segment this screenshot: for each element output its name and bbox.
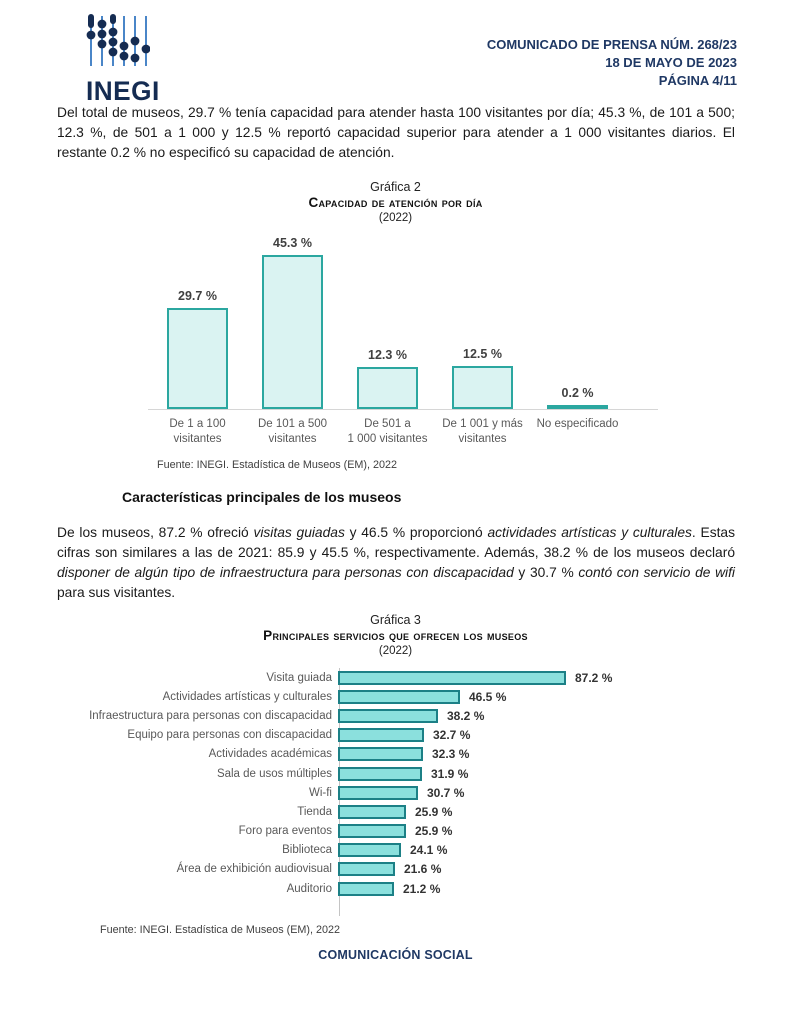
bar bbox=[338, 728, 424, 742]
chart2-source-note: Fuente: INEGI. Estadística de Museos (EM), 2022 bbox=[157, 459, 398, 471]
category-label-line: 1 000 visitantes bbox=[347, 433, 428, 445]
category-label bbox=[530, 417, 625, 447]
category-label-line: visitantes bbox=[458, 433, 507, 445]
category-label: Foro para eventos bbox=[238, 825, 332, 838]
bar bbox=[338, 747, 423, 761]
chart2-category-axis bbox=[150, 417, 625, 447]
bar bbox=[338, 709, 438, 723]
bar bbox=[262, 255, 323, 409]
chart3-source-note: Fuente: INEGI. Estadística de Museos (EM), 2022 bbox=[100, 924, 341, 936]
bar-slot bbox=[245, 236, 340, 409]
bar-value-label: 38.2 % bbox=[447, 708, 485, 723]
text-segment: . Estas cifras son similares a las de 2021: 85.9 y 45.5 %, respectivamente. Además, 38.2 % de los museos declaró bbox=[57, 525, 735, 560]
bar bbox=[338, 843, 401, 857]
italic-text-segment: visitas guiadas bbox=[253, 525, 345, 540]
press-release-number: COMUNICADO DE PRENSA NÚM. 268/23 bbox=[486, 37, 737, 52]
bar bbox=[338, 862, 395, 876]
inegi-abacus-icon bbox=[86, 14, 150, 72]
bar-value-label: 31.9 % bbox=[431, 766, 469, 781]
bar-row bbox=[64, 783, 724, 802]
footer-communication-social: COMUNICACIÓN SOCIAL bbox=[318, 948, 473, 962]
bar-value-label: 32.3 % bbox=[432, 747, 470, 762]
chart2-header bbox=[0, 179, 791, 226]
bar-value-label: 87.2 % bbox=[575, 670, 613, 685]
category-label-line: No especificado bbox=[536, 418, 619, 430]
italic-text-segment: actividades artísticas y culturales bbox=[487, 525, 692, 540]
chart2-baseline bbox=[148, 409, 658, 410]
bar-slot bbox=[530, 386, 625, 409]
bar bbox=[338, 805, 406, 819]
category-label: Sala de usos múltiples bbox=[216, 767, 332, 780]
category-label bbox=[435, 417, 530, 447]
bar-row bbox=[64, 802, 724, 821]
category-label: Actividades académicas bbox=[208, 748, 332, 761]
bar-value-label: 25.9 % bbox=[415, 804, 453, 819]
bar-value-label: 21.2 % bbox=[403, 881, 441, 896]
bar-track bbox=[338, 690, 506, 704]
intro-paragraph: Del total de museos, 29.7 % tenía capacidad para atender hasta 100 visitantes por día; 45.3 %, de 101 a 500; 12.3 %, de 501 a 1 000 y 12.5 % reportó capacidad superior para atender a 1 000 visitantes diarios. El restante 0.2 % no especificó su capacidad de atención. bbox=[57, 105, 735, 160]
inegi-logo bbox=[86, 14, 160, 106]
chart2-year: (2022) bbox=[378, 212, 413, 224]
page-indicator: PÁGINA 4/11 bbox=[658, 73, 737, 88]
bar-row bbox=[64, 764, 724, 783]
bar-value-label: 12.5 % bbox=[463, 347, 502, 361]
bar-track bbox=[338, 728, 470, 742]
category-label: Actividades artísticas y culturales bbox=[162, 690, 332, 703]
bar bbox=[167, 308, 228, 409]
bar bbox=[357, 367, 418, 409]
bar-track bbox=[338, 747, 469, 761]
italic-text-segment: disponer de algún tipo de infraestructura para personas con discapacidad bbox=[57, 565, 514, 580]
bar-value-label: 30.7 % bbox=[427, 785, 465, 800]
category-label-line: De 101 a 500 bbox=[257, 418, 328, 430]
bar-track bbox=[338, 709, 484, 723]
bar bbox=[338, 767, 422, 781]
bar-track bbox=[338, 767, 468, 781]
category-label: Biblioteca bbox=[282, 844, 332, 857]
category-label-line: visitantes bbox=[268, 433, 317, 445]
category-label: Equipo para personas con discapacidad bbox=[127, 729, 332, 742]
bar-row bbox=[64, 687, 724, 706]
category-label-line: De 1 a 100 bbox=[169, 418, 226, 430]
bar-row bbox=[64, 668, 724, 687]
chart3-header bbox=[0, 612, 791, 659]
bar-row bbox=[64, 841, 724, 860]
bar-value-label: 21.6 % bbox=[404, 862, 442, 877]
category-label bbox=[150, 417, 245, 447]
category-label: Wi-fi bbox=[309, 786, 332, 799]
text-segment: y 30.7 % bbox=[513, 565, 579, 580]
category-label-line: visitantes bbox=[173, 433, 222, 445]
bar-slot bbox=[340, 348, 435, 409]
bar-track bbox=[338, 786, 464, 800]
italic-text-segment: contó con servicio de wifi bbox=[578, 565, 735, 580]
bar-row bbox=[64, 745, 724, 764]
inegi-logo-text: INEGI bbox=[86, 76, 160, 106]
bar bbox=[338, 671, 566, 685]
bar-value-label: 12.3 % bbox=[368, 348, 407, 362]
press-release-date: 18 DE MAYO DE 2023 bbox=[605, 55, 737, 70]
category-label: Infraestructura para personas con discapacidad bbox=[89, 709, 332, 722]
category-label: Auditorio bbox=[286, 882, 332, 895]
chart3-year: (2022) bbox=[378, 645, 413, 657]
text-segment: De los museos, 87.2 % ofreció bbox=[57, 525, 254, 540]
bar-value-label: 45.3 % bbox=[273, 236, 312, 250]
category-label: Tienda bbox=[297, 805, 332, 818]
bar-slot bbox=[150, 289, 245, 409]
bar-track bbox=[338, 671, 612, 685]
chart3-number: Gráfica 3 bbox=[370, 613, 421, 627]
category-label-line: De 501 a bbox=[364, 418, 411, 430]
services-paragraph bbox=[57, 523, 735, 603]
bar-value-label: 32.7 % bbox=[433, 728, 471, 743]
bar-row bbox=[64, 879, 724, 898]
bar-value-label: 29.7 % bbox=[178, 289, 217, 303]
bar-value-label: 25.9 % bbox=[415, 824, 453, 839]
bar-track bbox=[338, 824, 452, 838]
press-release-header bbox=[487, 36, 737, 90]
bar bbox=[452, 366, 513, 409]
category-label: Área de exhibición audiovisual bbox=[176, 863, 332, 876]
chart2-title: Capacidad de atención por día bbox=[308, 195, 483, 210]
bar-value-label: 0.2 % bbox=[561, 386, 594, 400]
category-label-line: De 1 001 y más bbox=[442, 418, 523, 430]
bar-row bbox=[64, 726, 724, 745]
bar-track bbox=[338, 862, 441, 876]
bar-row bbox=[64, 822, 724, 841]
chart3-title: Principales servicios que ofrecen los museos bbox=[263, 628, 528, 643]
text-segment: para sus visitantes. bbox=[57, 585, 176, 600]
bar bbox=[338, 824, 406, 838]
category-label bbox=[245, 417, 340, 447]
bar-row bbox=[64, 860, 724, 879]
category-label bbox=[340, 417, 435, 447]
bar-slot bbox=[435, 347, 530, 409]
bar bbox=[338, 690, 460, 704]
chart2-number: Gráfica 2 bbox=[370, 180, 421, 194]
bar-track bbox=[338, 805, 452, 819]
bar-track bbox=[338, 882, 440, 896]
text-segment: y 46.5 % proporcionó bbox=[344, 525, 488, 540]
services-bar-chart bbox=[64, 668, 724, 898]
bar-value-label: 24.1 % bbox=[410, 843, 448, 858]
capacity-bar-chart bbox=[150, 232, 625, 409]
bar bbox=[338, 882, 394, 896]
bar-track bbox=[338, 843, 447, 857]
section-heading: Características principales de los museos bbox=[122, 489, 402, 505]
bar-value-label: 46.5 % bbox=[469, 689, 507, 704]
bar-row bbox=[64, 706, 724, 725]
bar bbox=[338, 786, 418, 800]
category-label: Visita guiada bbox=[266, 671, 332, 684]
